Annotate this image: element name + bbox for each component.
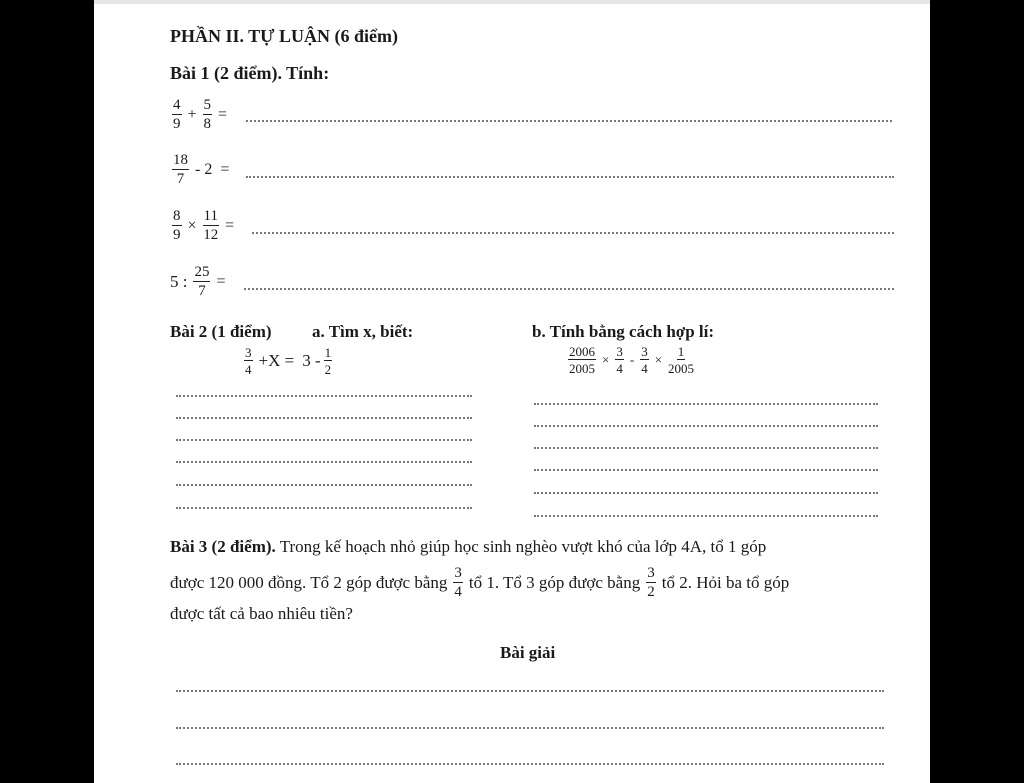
- bai3-line-3: được tất cả bao nhiêu tiền?: [170, 604, 353, 623]
- numerator: 3: [641, 344, 648, 359]
- bai1-expr-2: [170, 153, 233, 187]
- fraction: [172, 209, 182, 243]
- bai2-part-a-equation: [242, 346, 334, 376]
- denominator: 2005: [569, 361, 595, 376]
- fraction: [203, 98, 213, 132]
- fraction: [244, 346, 253, 376]
- fraction: [640, 345, 649, 375]
- bai3-text: tổ 1. Tổ 3 góp được bằng: [468, 573, 641, 592]
- bai1-expr-1: [170, 98, 231, 132]
- answer-line[interactable]: [252, 232, 894, 234]
- denominator: 2: [324, 362, 332, 377]
- bai2-part-a-label: a. Tìm x, biết:: [312, 322, 414, 341]
- answer-line[interactable]: [534, 469, 878, 471]
- bai3-line-2: [170, 566, 789, 600]
- bai2-title: Bài 2 (1 điểm): [170, 322, 272, 341]
- fraction: [453, 566, 463, 600]
- numerator: 18: [173, 152, 188, 168]
- bai3-text: Trong kế hoạch nhỏ giúp học sinh nghèo vượt khó của lớp 4A, tổ 1 góp: [279, 537, 767, 556]
- answer-line[interactable]: [176, 417, 472, 419]
- operand: 5 :: [170, 272, 188, 291]
- denominator: 7: [198, 283, 206, 299]
- bai3-title: Bài 3 (2 điểm).: [170, 537, 276, 556]
- equals: =: [218, 106, 228, 123]
- numerator: 4: [173, 97, 181, 113]
- numerator: 2006: [569, 344, 595, 359]
- denominator: 8: [203, 116, 212, 132]
- answer-line[interactable]: [176, 763, 884, 765]
- numerator: 25: [194, 264, 210, 280]
- answer-line[interactable]: [176, 727, 884, 729]
- answer-line[interactable]: [244, 288, 894, 290]
- operator: ×: [654, 352, 663, 367]
- equation-rhs: 3 -: [302, 351, 321, 370]
- denominator: 4: [641, 361, 648, 376]
- answer-line[interactable]: [176, 484, 472, 486]
- operator: - 2: [195, 161, 213, 178]
- denominator: 12: [203, 227, 219, 243]
- denominator: 9: [173, 116, 181, 132]
- page-top-border: [94, 0, 930, 4]
- fraction: [172, 153, 189, 187]
- bai2-part-b-label: b. Tính bằng cách hợp lí:: [532, 322, 715, 341]
- denominator: 2005: [668, 361, 695, 376]
- fraction: [193, 265, 210, 299]
- answer-line[interactable]: [534, 447, 878, 449]
- fraction: [568, 345, 596, 375]
- bai3-text: được 120 000 đồng. Tổ 2 góp được bằng: [170, 573, 448, 592]
- answer-line[interactable]: [534, 515, 878, 517]
- solution-heading: Bài giải: [500, 643, 556, 662]
- numerator: 3: [454, 565, 462, 581]
- equals: =: [216, 273, 226, 290]
- denominator: 4: [616, 361, 623, 376]
- answer-line[interactable]: [176, 690, 884, 692]
- bai1-expr-3: [170, 209, 238, 243]
- bai2-part-b-expression: [566, 345, 696, 375]
- fraction: [203, 209, 219, 243]
- numerator: 1: [324, 345, 332, 360]
- bai1-expr-4: [170, 265, 230, 299]
- answer-line[interactable]: [534, 492, 878, 494]
- denominator: 2: [647, 584, 655, 600]
- fraction: [324, 346, 333, 376]
- answer-line[interactable]: [534, 425, 878, 427]
- fraction: [668, 345, 694, 375]
- operator: -: [629, 352, 635, 367]
- answer-line[interactable]: [176, 461, 472, 463]
- equals: =: [224, 217, 235, 234]
- operator: +: [187, 106, 197, 123]
- numerator: 8: [173, 208, 181, 224]
- answer-line[interactable]: [246, 120, 892, 122]
- fraction: [615, 345, 624, 375]
- numerator: 3: [647, 565, 655, 581]
- numerator: 3: [245, 345, 252, 360]
- fraction: [646, 566, 656, 600]
- answer-line[interactable]: [176, 439, 472, 441]
- answer-line[interactable]: [176, 395, 472, 397]
- operator: ×: [187, 217, 197, 234]
- section-title: PHẦN II. TỰ LUẬN (6 điểm): [170, 26, 398, 46]
- bai1-title: Bài 1 (2 điểm). Tính:: [170, 63, 330, 83]
- numerator: 5: [203, 97, 212, 113]
- operator: ×: [602, 352, 610, 367]
- denominator: 4: [454, 584, 462, 600]
- denominator: 7: [176, 171, 185, 187]
- fraction: [172, 98, 182, 132]
- equals: =: [220, 161, 230, 178]
- bai3-line-1: [170, 537, 766, 557]
- document-page: [94, 0, 930, 783]
- denominator: 9: [173, 227, 181, 243]
- numerator: 11: [203, 208, 218, 224]
- answer-line[interactable]: [176, 507, 472, 509]
- equation-middle: +X =: [258, 351, 295, 370]
- bai3-text: tổ 2. Hỏi ba tổ góp: [661, 573, 790, 592]
- denominator: 4: [245, 362, 252, 377]
- numerator: 1: [677, 344, 685, 359]
- answer-line[interactable]: [534, 403, 878, 405]
- numerator: 3: [616, 344, 623, 359]
- answer-line[interactable]: [246, 176, 894, 178]
